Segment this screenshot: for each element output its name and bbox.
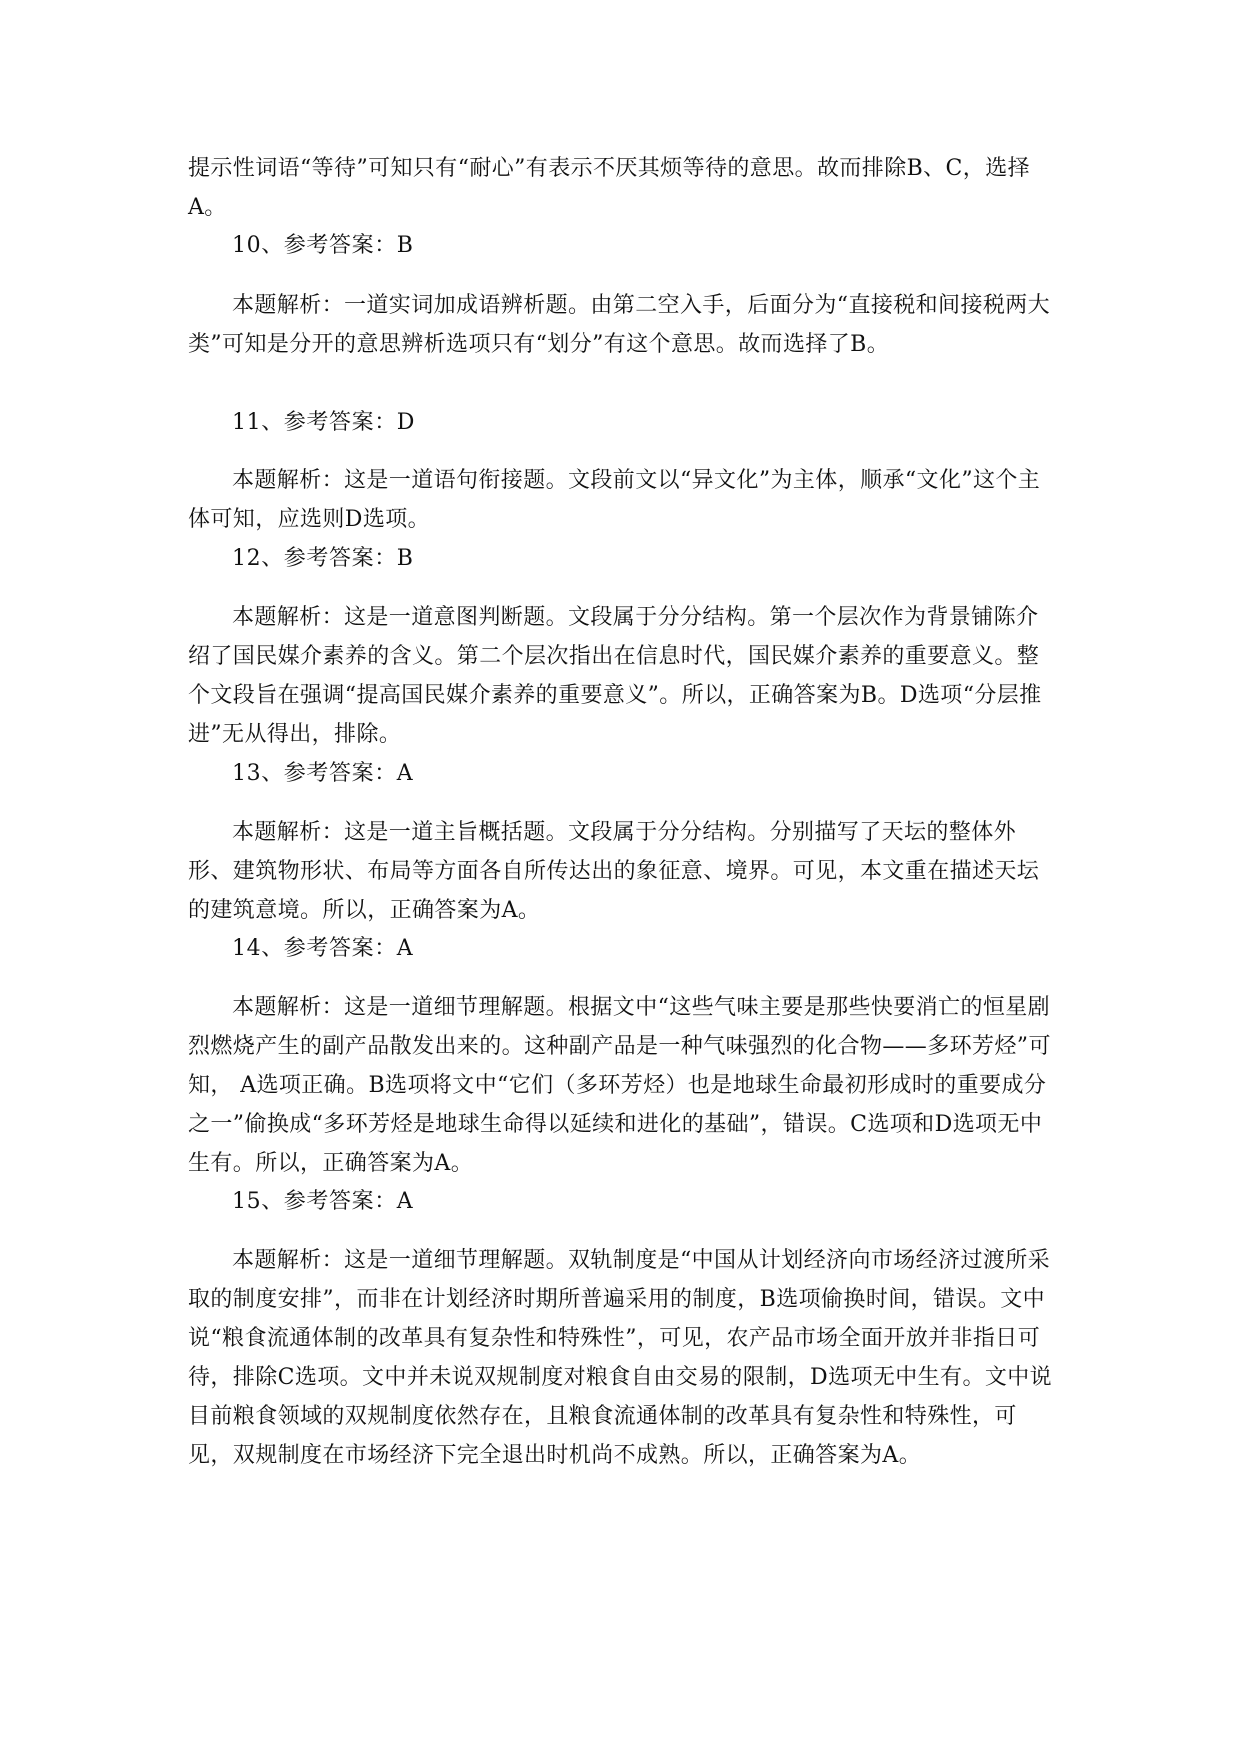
answer-heading-14: 14、参考答案：A [232,936,414,961]
explanation-11: 本题解析：这是一道语句衔接题。文段前文以“异文化”为主体，顺承“文化”这个主体可知，应选则D选项。 [188,468,1041,532]
explanation-12: 本题解析：这是一道意图判断题。文段属于分分结构。第一个层次作为背景铺陈介绍了国民媒介素养的含义。第二个层次指出在信息时代，国民媒介素养的重要意义。整个文段旨在强调“提高国民媒介素养的重要意义”。所以，正确答案为B。D选项“分层推进”无从得出，排除。 [188,605,1042,747]
intro-paragraph: 提示性词语“等待”可知只有“耐心”有表示不厌其烦等待的意思。故而排除B、C，选择A。 [188,156,1030,220]
explanation-15: 本题解析：这是一道细节理解题。双轨制度是“中国从计划经济向市场经济过渡所采取的制度安排”，而非在计划经济时期所普遍采用的制度，B选项偷换时间，错误。文中说“粮食流通体制的改革具有复杂性和特殊性”，可见，农产品市场全面开放并非指日可待，排除C选项。文中并未说双规制度对粮食自由交易的限制，D选项无中生有。文中说目前粮食领域的双规制度依然存在，且粮食流通体制的改革具有复杂性和特殊性，可见，双规制度在市场经济下完全退出时机尚不成熟。所以，正确答案为A。 [188,1248,1053,1468]
answer-heading-13: 13、参考答案：A [232,761,414,786]
answer-heading-10: 10、参考答案：B [232,233,414,258]
answer-heading-11: 11、参考答案：D [232,410,416,435]
explanation-10: 本题解析：一道实词加成语辨析题。由第二空入手，后面分为“直接税和间接税两大类”可知是分开的意思辨析选项只有“划分”有这个意思。故而选择了B。 [188,293,1051,357]
explanation-14: 本题解析：这是一道细节理解题。根据文中“这些气味主要是那些快要消亡的恒星剧烈燃烧产生的副产品散发出来的。这种副产品是一种气味强烈的化合物——多环芳烃”可知， A选项正确。B选项将文中“它们（多环芳烃）也是地球生命最初形成时的重要成分之一”偷换成“多环芳烃是地球生命得以延续和进化的基础”，错误。C选项和D选项无中生有。所以，正确答案为A。 [188,995,1051,1176]
answer-heading-15: 15、参考答案：A [232,1189,414,1214]
answer-heading-12: 12、参考答案：B [232,546,414,571]
explanation-13: 本题解析：这是一道主旨概括题。文段属于分分结构。分别描写了天坛的整体外形、建筑物形状、布局等方面各自所传达出的象征意、境界。可见，本文重在描述天坛的建筑意境。所以，正确答案为A。 [188,820,1040,923]
